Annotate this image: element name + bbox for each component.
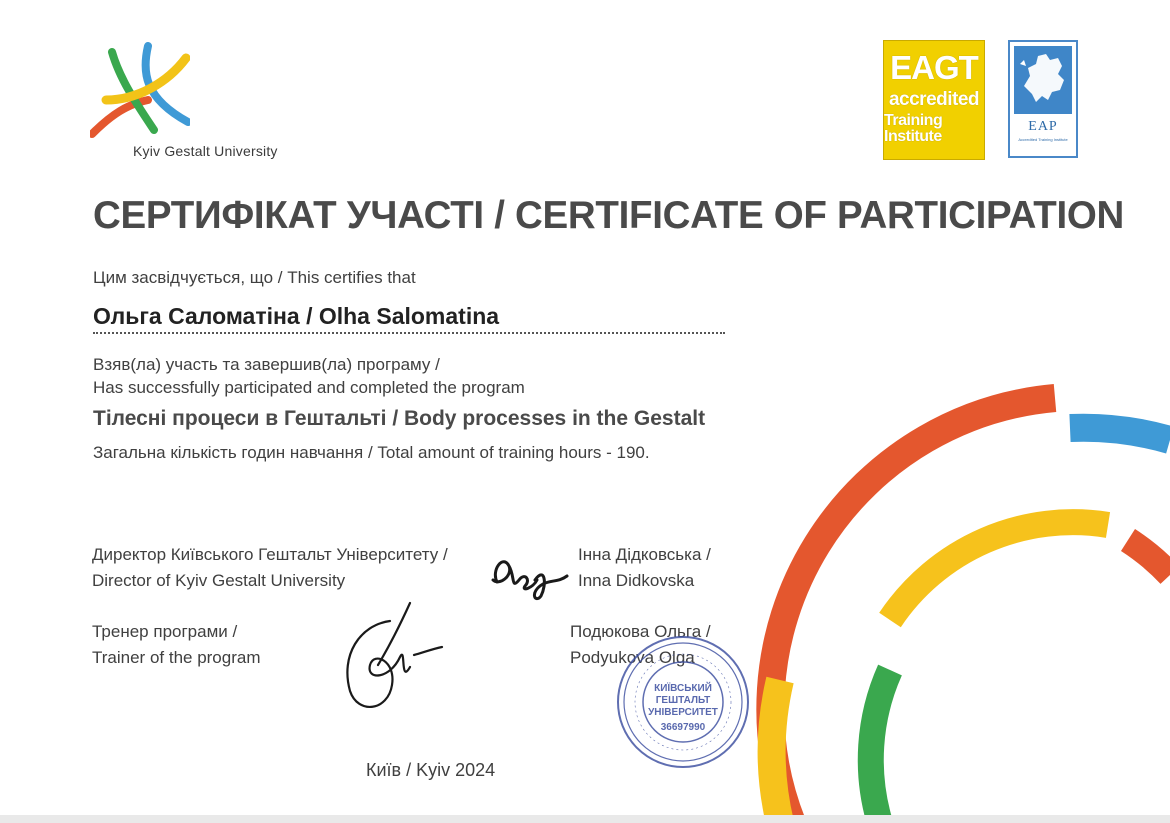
eagt-accreditation-badge xyxy=(883,40,985,160)
eagt-line-3: Training Institute xyxy=(884,112,943,145)
eagt-line-2: accredited xyxy=(888,89,980,110)
trainer-name-en: Podyukova Olga xyxy=(570,648,695,667)
eap-sub-label: Accredited Training Institute xyxy=(1018,137,1068,142)
green-inner-arc xyxy=(871,670,890,823)
blue-outer-arc xyxy=(1070,428,1170,440)
completed-text-en: Has successfully participated and completed the program xyxy=(93,378,525,397)
stamp-text-1: КИЇВСЬКИЙ xyxy=(654,683,712,694)
recipient-name: Ольга Саломатіна / Olha Salomatina xyxy=(93,303,500,329)
program-title: Тілесні процеси в Гештальті / Body processes in the Gestalt xyxy=(93,407,706,430)
certifies-text: Цим засвідчується, що / This certifies that xyxy=(93,268,416,287)
certificate-title: СЕРТИФІКАТ УЧАСТІ / CERTIFICATE OF PARTICIPATION xyxy=(93,194,1124,237)
yellow-bottom-arc xyxy=(772,680,780,823)
trainer-role-en: Trainer of the program xyxy=(92,648,261,667)
eap-accreditation-badge xyxy=(1008,40,1078,158)
director-role-en: Director of Kyiv Gestalt University xyxy=(92,571,346,590)
trainer-name-uk: Подюкова Ольга / xyxy=(570,622,711,641)
orange-inner-arc xyxy=(1128,540,1170,575)
stamp-text-3: УНІВЕРСИТЕТ xyxy=(648,707,718,718)
yellow-inner-arc xyxy=(890,522,1108,620)
director-name-en: Inna Didkovska xyxy=(578,571,695,590)
training-hours: Загальна кількість годин навчання / Total amount of training hours - 190. xyxy=(93,443,650,462)
europe-map-icon xyxy=(1014,46,1072,114)
kyiv-gestalt-university-logo-icon xyxy=(90,42,190,138)
stamp-text-2: ГЕШТАЛЬТ xyxy=(655,695,711,706)
decorative-arcs xyxy=(740,380,1170,823)
eap-label: EAP xyxy=(1028,119,1058,134)
trainer-role-uk: Тренер програми / xyxy=(92,622,238,641)
completed-text-uk: Взяв(ла) участь та завершив(ла) програму / xyxy=(93,355,440,374)
director-signature xyxy=(485,540,575,610)
name-dotted-line xyxy=(93,332,725,334)
place-and-year: Київ / Kyiv 2024 xyxy=(366,760,496,780)
stamp-code: 36697990 xyxy=(660,722,706,733)
eagt-line-1: EAGT xyxy=(890,49,978,86)
logo-text: Kyiv Gestalt University xyxy=(133,143,278,159)
university-stamp-icon xyxy=(614,633,752,771)
trainer-signature xyxy=(330,595,460,725)
director-name-uk: Інна Дідковська / xyxy=(578,545,711,564)
director-role-uk: Директор Київського Гештальт Університету / xyxy=(92,545,448,564)
